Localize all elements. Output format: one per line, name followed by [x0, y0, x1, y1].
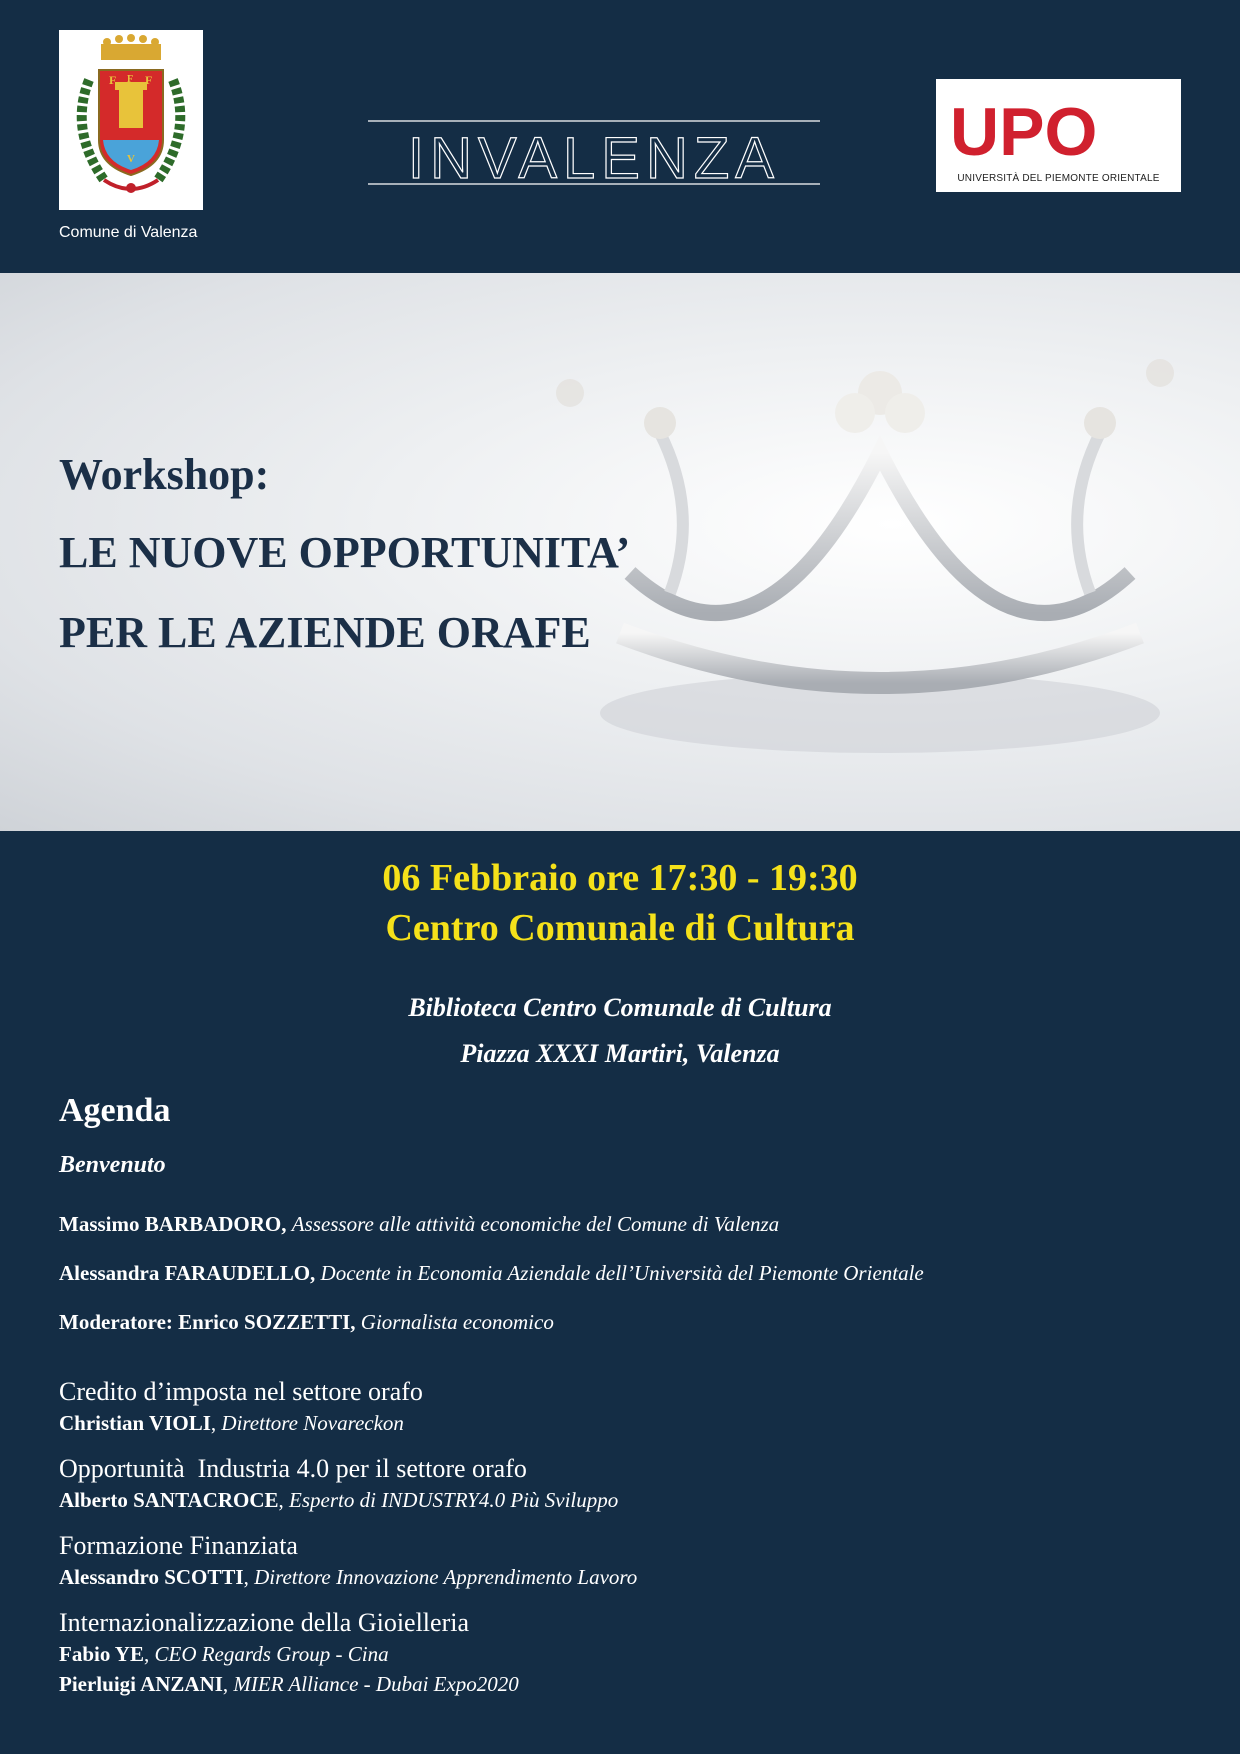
venue-line-2: Piazza XXXI Martiri, Valenza	[460, 1039, 780, 1068]
upo-wordmark: UPO	[950, 94, 1098, 170]
topic-speaker: Alessandro SCOTTI, Direttore Innovazione Apprendimento Lavoro	[59, 1565, 638, 1589]
crest-letter-4: V	[127, 153, 135, 165]
upo-subtitle: UNIVERSITÀ DEL PIEMONTE ORIENTALE	[957, 173, 1160, 184]
venue-line-1: Biblioteca Centro Comunale di Cultura	[408, 993, 832, 1022]
speaker-role: Direttore Novareckon	[221, 1411, 404, 1435]
event-place: Centro Comunale di Cultura	[385, 907, 855, 949]
topic-speaker: Alberto SANTACROCE, Esperto di INDUSTRY4.0 Più Sviluppo	[59, 1488, 619, 1512]
speaker-role: Giornalista economico	[360, 1310, 554, 1334]
speaker-row	[59, 1310, 554, 1335]
speaker-name: Fabio YE	[59, 1642, 144, 1666]
topic-speaker: Christian VIOLI, Direttore Novareckon	[59, 1411, 404, 1435]
speaker-name: Alessandra FARAUDELLO,	[59, 1261, 316, 1285]
topic-speaker: Fabio YE, CEO Regards Group - Cina	[59, 1642, 389, 1666]
invalenza-logo	[368, 78, 820, 188]
speaker-role: Esperto di INDUSTRY4.0 Più Sviluppo	[289, 1488, 619, 1512]
speaker-role: Direttore Innovazione Apprendimento Lavoro	[254, 1565, 638, 1589]
hero-line-1: Workshop:	[59, 450, 270, 499]
speaker-row	[59, 1212, 779, 1237]
crest-letter-2: F	[145, 73, 153, 87]
topic-title: Internazionalizzazione della Gioielleria	[59, 1608, 469, 1637]
upo-logo	[936, 79, 1181, 192]
topic-speaker: Pierluigi ANZANI, MIER Alliance - Dubai Expo2020	[59, 1672, 519, 1696]
speaker-name: Alessandro SCOTTI	[59, 1565, 244, 1589]
topic-title: Opportunità Industria 4.0 per il settore orafo	[59, 1454, 527, 1483]
comune-di-valenza-crest	[59, 30, 203, 210]
agenda-title: Agenda	[59, 1092, 171, 1129]
speaker-name: Alberto SANTACROCE	[59, 1488, 279, 1512]
event-date-time: 06 Febbraio ore 17:30 - 19:30	[382, 857, 858, 899]
speaker-name: Moderatore: Enrico SOZZETTI,	[59, 1310, 356, 1334]
invalenza-wordmark: INVALENZA	[407, 126, 781, 188]
comune-label: Comune di Valenza	[59, 224, 198, 241]
speaker-role: Docente in Economia Aziendale dell’Università del Piemonte Orientale	[320, 1261, 924, 1285]
speaker-role: CEO Regards Group - Cina	[154, 1642, 389, 1666]
crest-letter-3: F	[127, 74, 134, 85]
hero-line-3: PER LE AZIENDE ORAFE	[59, 608, 591, 657]
speaker-name: Massimo BARBADORO,	[59, 1212, 287, 1236]
topic-title: Credito d’imposta nel settore orafo	[59, 1377, 423, 1406]
speaker-role: Assessore alle attività economiche del Comune di Valenza	[291, 1212, 780, 1236]
header	[0, 0, 1240, 273]
welcome-label: Benvenuto	[59, 1152, 166, 1178]
speaker-name: Pierluigi ANZANI	[59, 1672, 223, 1696]
speaker-role: MIER Alliance - Dubai Expo2020	[233, 1672, 519, 1696]
speaker-row	[59, 1261, 924, 1286]
speaker-name: Christian VIOLI	[59, 1411, 211, 1435]
topic-title: Formazione Finanziata	[59, 1531, 298, 1560]
hero-line-2: LE NUOVE OPPORTUNITA’	[59, 528, 631, 577]
crest-letter-1: F	[109, 73, 117, 87]
hero-banner	[0, 273, 1240, 831]
